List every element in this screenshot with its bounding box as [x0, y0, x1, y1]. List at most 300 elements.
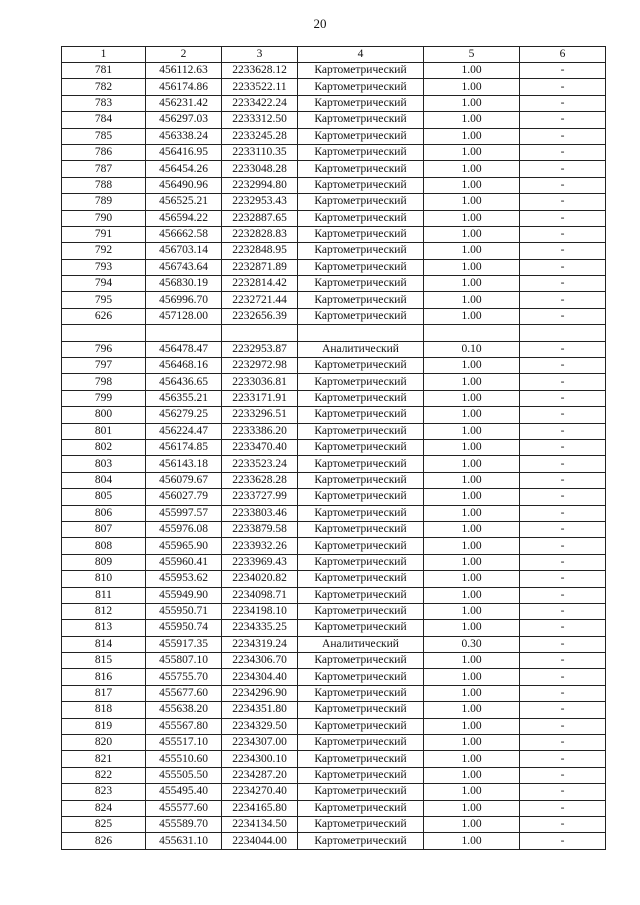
table-cell: 2234307.00	[222, 735, 298, 751]
table-cell: 794	[62, 276, 146, 292]
table-cell: 2233628.28	[222, 472, 298, 488]
table-cell: 1.00	[424, 784, 520, 800]
table-cell: 1.00	[424, 505, 520, 521]
table-cell: 822	[62, 767, 146, 783]
table-cell: 801	[62, 423, 146, 439]
table-cell: 1.00	[424, 308, 520, 324]
table-row	[62, 341, 606, 357]
table-row	[62, 177, 606, 193]
table-cell: -	[520, 79, 606, 95]
header-cell: 6	[520, 47, 606, 63]
table-row	[62, 128, 606, 144]
table-row	[62, 751, 606, 767]
table-row	[62, 144, 606, 160]
table-cell: 781	[62, 63, 146, 79]
table-cell: 456279.25	[146, 407, 222, 423]
table-cell: -	[520, 521, 606, 537]
table-cell: 455631.10	[146, 833, 222, 849]
table-cell: -	[520, 439, 606, 455]
table-cell: 2232953.43	[222, 194, 298, 210]
table-cell: 817	[62, 685, 146, 701]
table-cell: 809	[62, 554, 146, 570]
table-cell: Картометрический	[298, 472, 424, 488]
table-cell: Картометрический	[298, 735, 424, 751]
table-row	[62, 325, 606, 341]
table-cell: 782	[62, 79, 146, 95]
table-cell: 1.00	[424, 358, 520, 374]
table-cell: -	[520, 226, 606, 242]
table-cell: 455577.60	[146, 800, 222, 816]
table-cell: 456174.85	[146, 439, 222, 455]
table-cell: 455960.41	[146, 554, 222, 570]
table-row	[62, 374, 606, 390]
table-cell: 1.00	[424, 767, 520, 783]
table-cell: 1.00	[424, 112, 520, 128]
table-cell: 786	[62, 144, 146, 160]
table-row	[62, 669, 606, 685]
table-cell: Картометрический	[298, 292, 424, 308]
table-cell: -	[520, 735, 606, 751]
table-cell: Картометрический	[298, 702, 424, 718]
table-cell: Картометрический	[298, 112, 424, 128]
table-cell: 2232972.98	[222, 358, 298, 374]
table-cell: 455677.60	[146, 685, 222, 701]
table-cell: 2234296.90	[222, 685, 298, 701]
table-cell: 1.00	[424, 243, 520, 259]
table-cell	[424, 325, 520, 341]
table-cell: 1.00	[424, 292, 520, 308]
table-row	[62, 489, 606, 505]
table-cell: 455567.80	[146, 718, 222, 734]
table-row	[62, 685, 606, 701]
table-cell: -	[520, 259, 606, 275]
table-cell: -	[520, 702, 606, 718]
table-cell: 0.30	[424, 636, 520, 652]
table-cell: 2233470.40	[222, 439, 298, 455]
table-cell: Картометрический	[298, 407, 424, 423]
table-cell: 1.00	[424, 751, 520, 767]
table-header-row	[62, 47, 606, 63]
table-cell: 1.00	[424, 620, 520, 636]
table-cell: 455950.74	[146, 620, 222, 636]
table-cell: 456743.64	[146, 259, 222, 275]
table-cell: 455517.10	[146, 735, 222, 751]
table-cell: Картометрический	[298, 603, 424, 619]
header-cell: 2	[146, 47, 222, 63]
table-cell: 1.00	[424, 276, 520, 292]
table-row	[62, 407, 606, 423]
table-cell: -	[520, 767, 606, 783]
table-cell: -	[520, 505, 606, 521]
table-cell: 1.00	[424, 800, 520, 816]
table-row	[62, 390, 606, 406]
table-cell: Картометрический	[298, 767, 424, 783]
table-cell: 1.00	[424, 128, 520, 144]
table-cell: 1.00	[424, 554, 520, 570]
table-cell: -	[520, 554, 606, 570]
table-cell: 2233386.20	[222, 423, 298, 439]
table-cell: Картометрический	[298, 718, 424, 734]
table-cell: 1.00	[424, 226, 520, 242]
table-cell: Картометрический	[298, 308, 424, 324]
table-cell: -	[520, 374, 606, 390]
table-cell: 2233036.81	[222, 374, 298, 390]
table-row	[62, 194, 606, 210]
table-cell: -	[520, 292, 606, 308]
table-cell: Картометрический	[298, 816, 424, 832]
table-cell: Картометрический	[298, 587, 424, 603]
table-row	[62, 472, 606, 488]
table-cell: 795	[62, 292, 146, 308]
table-cell: 455638.20	[146, 702, 222, 718]
table-cell: 455807.10	[146, 653, 222, 669]
table-cell: 2233803.46	[222, 505, 298, 521]
table-row	[62, 653, 606, 669]
table-cell: -	[520, 423, 606, 439]
table-cell: 799	[62, 390, 146, 406]
table-row	[62, 636, 606, 652]
table-cell: Картометрический	[298, 358, 424, 374]
table-cell: -	[520, 784, 606, 800]
table-cell	[62, 325, 146, 341]
coordinates-table	[61, 46, 606, 850]
table-cell: 455505.50	[146, 767, 222, 783]
table-row	[62, 439, 606, 455]
table-row	[62, 784, 606, 800]
table-cell: Картометрический	[298, 620, 424, 636]
table-cell: 820	[62, 735, 146, 751]
table-cell: Картометрический	[298, 243, 424, 259]
table-cell: -	[520, 390, 606, 406]
table-cell: 456594.22	[146, 210, 222, 226]
table-cell: 812	[62, 603, 146, 619]
table-cell: -	[520, 489, 606, 505]
table-cell: 1.00	[424, 653, 520, 669]
table-cell: 1.00	[424, 390, 520, 406]
table-cell: -	[520, 177, 606, 193]
table-cell: -	[520, 112, 606, 128]
table-cell: 456112.63	[146, 63, 222, 79]
table-cell: 455949.90	[146, 587, 222, 603]
table-cell: 456454.26	[146, 161, 222, 177]
table-cell: 455510.60	[146, 751, 222, 767]
table-cell: 2232721.44	[222, 292, 298, 308]
table-cell: 2233171.91	[222, 390, 298, 406]
table-cell: 783	[62, 95, 146, 111]
table-cell: 1.00	[424, 833, 520, 849]
table-cell: 2233628.12	[222, 63, 298, 79]
table-cell: Картометрический	[298, 489, 424, 505]
table-cell: 1.00	[424, 407, 520, 423]
table-cell: -	[520, 358, 606, 374]
table-cell: Картометрический	[298, 423, 424, 439]
table-cell: 2232814.42	[222, 276, 298, 292]
table-cell: 815	[62, 653, 146, 669]
table-cell: 456027.79	[146, 489, 222, 505]
table-cell: 1.00	[424, 735, 520, 751]
table-cell: -	[520, 685, 606, 701]
table-cell: Аналитический	[298, 341, 424, 357]
table-cell: -	[520, 456, 606, 472]
table-cell: 2233296.51	[222, 407, 298, 423]
table-cell: -	[520, 144, 606, 160]
table-cell: 2232848.95	[222, 243, 298, 259]
table-cell: Картометрический	[298, 259, 424, 275]
table-cell: 1.00	[424, 161, 520, 177]
table-cell: -	[520, 308, 606, 324]
table-cell: 455755.70	[146, 669, 222, 685]
table-cell: 2234304.40	[222, 669, 298, 685]
table-cell: 808	[62, 538, 146, 554]
table-cell: 2234044.00	[222, 833, 298, 849]
table-cell: 1.00	[424, 603, 520, 619]
table-cell: -	[520, 571, 606, 587]
table-row	[62, 423, 606, 439]
table-cell: 793	[62, 259, 146, 275]
table-cell: 2233245.28	[222, 128, 298, 144]
table-cell: 806	[62, 505, 146, 521]
table-row	[62, 800, 606, 816]
table-row	[62, 702, 606, 718]
table-cell: Картометрический	[298, 374, 424, 390]
table-cell: 1.00	[424, 702, 520, 718]
table-cell: 796	[62, 341, 146, 357]
table-cell: 455950.71	[146, 603, 222, 619]
table-cell: 803	[62, 456, 146, 472]
table-cell: 807	[62, 521, 146, 537]
table-cell: 1.00	[424, 79, 520, 95]
table-cell: 800	[62, 407, 146, 423]
table-cell: Картометрический	[298, 226, 424, 242]
table-cell: Картометрический	[298, 276, 424, 292]
table-cell: Картометрический	[298, 833, 424, 849]
table-cell: 790	[62, 210, 146, 226]
table-cell: 1.00	[424, 718, 520, 734]
table-cell: 2232871.89	[222, 259, 298, 275]
table-cell: Картометрический	[298, 63, 424, 79]
table-cell: 2234270.40	[222, 784, 298, 800]
table-row	[62, 456, 606, 472]
table-cell: Картометрический	[298, 685, 424, 701]
table-cell: Картометрический	[298, 95, 424, 111]
table-cell: 826	[62, 833, 146, 849]
table-cell: -	[520, 194, 606, 210]
table-cell: -	[520, 128, 606, 144]
table-row	[62, 79, 606, 95]
table-cell: -	[520, 751, 606, 767]
table-cell: 2234306.70	[222, 653, 298, 669]
table-row	[62, 112, 606, 128]
table-cell: 816	[62, 669, 146, 685]
table-cell: 456338.24	[146, 128, 222, 144]
table-row	[62, 358, 606, 374]
table-cell: 1.00	[424, 423, 520, 439]
table-cell: 456079.67	[146, 472, 222, 488]
table-row	[62, 554, 606, 570]
table-cell	[520, 325, 606, 341]
table-cell: 823	[62, 784, 146, 800]
table-cell: 1.00	[424, 538, 520, 554]
table-cell: 2233727.99	[222, 489, 298, 505]
table-row	[62, 833, 606, 849]
table-row	[62, 210, 606, 226]
table-cell: 2234335.25	[222, 620, 298, 636]
table-cell: 2234020.82	[222, 571, 298, 587]
table-cell: 2233422.24	[222, 95, 298, 111]
table-cell: 810	[62, 571, 146, 587]
table-cell: Картометрический	[298, 144, 424, 160]
table-cell: 1.00	[424, 194, 520, 210]
table-body	[62, 47, 606, 850]
table-cell: 456416.95	[146, 144, 222, 160]
table-cell: -	[520, 800, 606, 816]
table-cell: 2232887.65	[222, 210, 298, 226]
table-cell: 802	[62, 439, 146, 455]
table-row	[62, 243, 606, 259]
table-cell: 2232828.83	[222, 226, 298, 242]
table-cell: Картометрический	[298, 390, 424, 406]
table-cell: 456355.21	[146, 390, 222, 406]
table-cell: Аналитический	[298, 636, 424, 652]
table-cell: 818	[62, 702, 146, 718]
table-cell: 455965.90	[146, 538, 222, 554]
table-cell: 2233522.11	[222, 79, 298, 95]
table-cell: 2233523.24	[222, 456, 298, 472]
table-cell: 798	[62, 374, 146, 390]
table-cell: 1.00	[424, 374, 520, 390]
table-cell: 2233969.43	[222, 554, 298, 570]
table-cell: -	[520, 603, 606, 619]
table-cell: 456478.47	[146, 341, 222, 357]
table-cell: -	[520, 538, 606, 554]
table-cell: 2233048.28	[222, 161, 298, 177]
header-cell: 4	[298, 47, 424, 63]
table-row	[62, 718, 606, 734]
table-cell: -	[520, 243, 606, 259]
header-cell: 1	[62, 47, 146, 63]
table-cell: -	[520, 341, 606, 357]
table-cell: Картометрический	[298, 653, 424, 669]
table-cell: Картометрический	[298, 210, 424, 226]
table-cell: 2233879.58	[222, 521, 298, 537]
table-cell: 626	[62, 308, 146, 324]
table-cell: 0.10	[424, 341, 520, 357]
table-row	[62, 226, 606, 242]
table-cell: 788	[62, 177, 146, 193]
table-cell: 811	[62, 587, 146, 603]
page-number: 20	[313, 16, 327, 31]
table-cell: Картометрический	[298, 128, 424, 144]
table-row	[62, 505, 606, 521]
table-cell: 456703.14	[146, 243, 222, 259]
table-cell: 1.00	[424, 685, 520, 701]
table-cell: 789	[62, 194, 146, 210]
table-row	[62, 276, 606, 292]
table-cell: 455953.62	[146, 571, 222, 587]
table-cell: Картометрический	[298, 751, 424, 767]
table-cell: -	[520, 63, 606, 79]
table-cell: Картометрический	[298, 554, 424, 570]
table-cell: 1.00	[424, 816, 520, 832]
table-cell: -	[520, 816, 606, 832]
table-row	[62, 571, 606, 587]
table-cell: 455917.35	[146, 636, 222, 652]
header-cell: 5	[424, 47, 520, 63]
table-row	[62, 308, 606, 324]
table-cell: 1.00	[424, 669, 520, 685]
table-cell: 797	[62, 358, 146, 374]
table-cell: 1.00	[424, 177, 520, 193]
table-cell: Картометрический	[298, 79, 424, 95]
table-row	[62, 63, 606, 79]
table-cell: Картометрический	[298, 194, 424, 210]
table-cell: 2233312.50	[222, 112, 298, 128]
table-cell: 1.00	[424, 489, 520, 505]
table-cell: 455589.70	[146, 816, 222, 832]
table-row	[62, 161, 606, 177]
table-cell: 1.00	[424, 439, 520, 455]
table-cell: 2234287.20	[222, 767, 298, 783]
table-cell: 805	[62, 489, 146, 505]
header-cell: 3	[222, 47, 298, 63]
table-row	[62, 620, 606, 636]
table-cell: Картометрический	[298, 669, 424, 685]
table-cell: 813	[62, 620, 146, 636]
table-cell: 2234319.24	[222, 636, 298, 652]
table-cell: -	[520, 636, 606, 652]
table-cell: 1.00	[424, 472, 520, 488]
table-cell: Картометрический	[298, 439, 424, 455]
table-cell: 784	[62, 112, 146, 128]
table-cell: 1.00	[424, 144, 520, 160]
table-cell: -	[520, 620, 606, 636]
table-cell: 804	[62, 472, 146, 488]
table-cell: 1.00	[424, 587, 520, 603]
table-cell: 456468.16	[146, 358, 222, 374]
table-cell: Картометрический	[298, 161, 424, 177]
table-cell: 2233110.35	[222, 144, 298, 160]
table-cell: 456996.70	[146, 292, 222, 308]
table-cell	[146, 325, 222, 341]
table-cell: -	[520, 669, 606, 685]
table-cell: -	[520, 718, 606, 734]
table-cell: Картометрический	[298, 177, 424, 193]
table-cell: 456490.96	[146, 177, 222, 193]
table-cell: Картометрический	[298, 456, 424, 472]
table-cell: 785	[62, 128, 146, 144]
table-cell: 2234098.71	[222, 587, 298, 603]
table-cell: 2232656.39	[222, 308, 298, 324]
table-cell: Картометрический	[298, 571, 424, 587]
table-cell: -	[520, 95, 606, 111]
table-cell: -	[520, 276, 606, 292]
table-cell: 787	[62, 161, 146, 177]
table-cell: 821	[62, 751, 146, 767]
table-cell: 1.00	[424, 521, 520, 537]
table-cell: 456297.03	[146, 112, 222, 128]
table-cell: 792	[62, 243, 146, 259]
table-cell: 819	[62, 718, 146, 734]
table-cell: 2234329.50	[222, 718, 298, 734]
table-cell: 1.00	[424, 571, 520, 587]
table-cell: 2234165.80	[222, 800, 298, 816]
table-cell: Картометрический	[298, 538, 424, 554]
table-cell: -	[520, 161, 606, 177]
table-cell: 824	[62, 800, 146, 816]
table-row	[62, 587, 606, 603]
table-cell: 456143.18	[146, 456, 222, 472]
table-row	[62, 95, 606, 111]
